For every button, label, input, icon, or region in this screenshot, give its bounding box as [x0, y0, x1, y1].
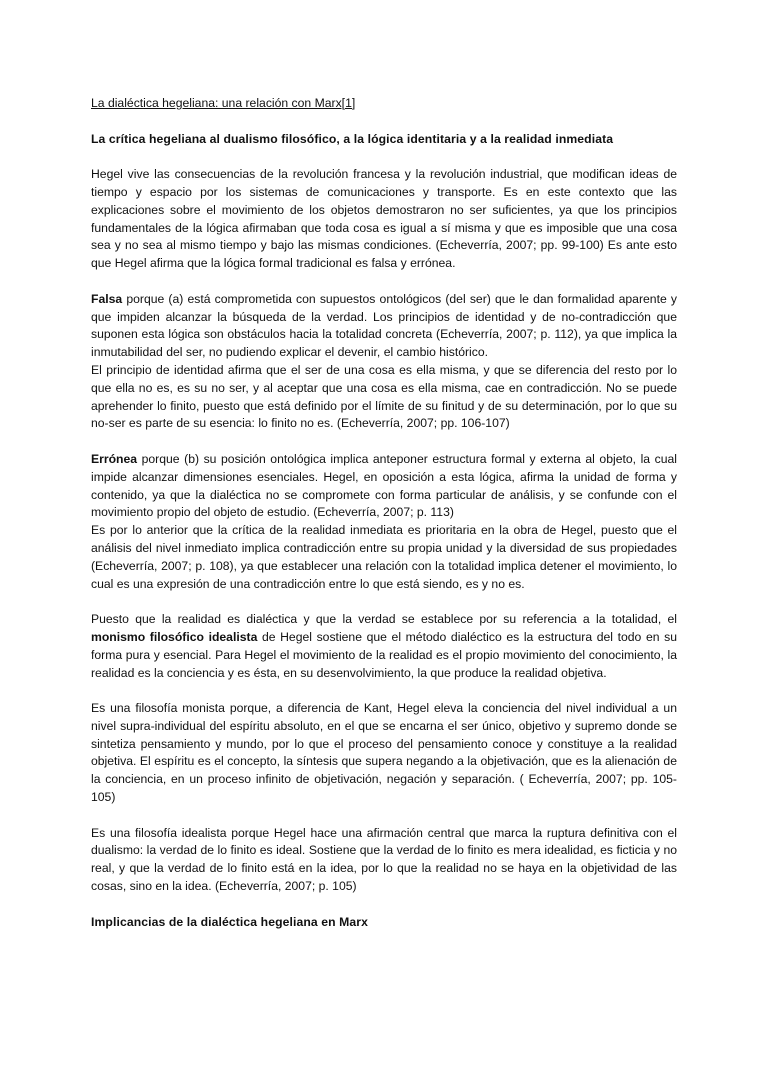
paragraph-falsa-text: porque (a) está comprometida con supuestos ontológicos (del ser) que le dan formalidad aparente y que impiden alcanzar la búsqueda de la verdad. Los principios de identidad y de no-contradicción que suponen esta lógica son obstáculos hacia la totalidad concreta (Echeverría, 2007; p. 112), ya que implica la inmutabilidad del ser, no pudiendo explicar el devenir, el cambio histórico. — [91, 291, 677, 360]
paragraph-context: Hegel vive las consecuencias de la revolución francesa y la revolución industrial, que modifican ideas de tiempo y espacio por los sistemas de comunicaciones y transporte. Es en este contexto que las explicaciones sobre el movimiento de los objetos demostraron no ser suficientes, ya que los principios fundamentales de la lógica afirmaban que toda cosa es igual a sí misma y que es imposible que una cosa sea y no sea al mismo tiempo y bajo las mismas condiciones. (Echeverría, 2007; pp. 99-100) Es ante esto que Hegel afirma que la lógica formal tradicional es falsa y errónea. — [91, 167, 677, 271]
paragraph-realidad-inmediata: Es por lo anterior que la crítica de la realidad inmediata es prioritaria en la obra de Hegel, puesto que el análisis del nivel inmediato implica contradicción entre su propia unidad y la diversidad de sus propiedades (Echeverría, 2007; p. 108), ya que establecer una relación con la totalidad implica detener el movimiento, lo cual es una expresión de una contradicción entre lo que está siendo, es y no es. — [91, 523, 677, 591]
paragraph-monismo-text: de Hegel sostiene que el método dialéctico es la estructura del todo en su forma pura y esencial. Para Hegel el movimiento de la realidad es el propio movimiento del conocimiento, la realidad es la conciencia y es ésta, en su desenvolvimiento, la que produce la realidad objetiva. — [91, 629, 677, 680]
term-monismo-filosofico-idealista: monismo filosófico idealista — [91, 629, 258, 644]
paragraph-filosofia-idealista: Es una filosofía idealista porque Hegel hace una afirmación central que marca la ruptura definitiva con el dualismo: la verdad de lo finito es ideal. Sostiene que la verdad de lo finito es mera idealidad, es ficticia y no real, y que la verdad de lo finito está en la idea, por lo que la realidad no se haya en la objetividad de las cosas, sino en la idea. (Echeverría, 2007; p. 105) — [91, 825, 677, 894]
document-page — [91, 95, 677, 931]
document-title-link[interactable]: La dialéctica hegeliana: una relación con Marx[1] — [91, 96, 356, 110]
paragraph-monismo-start: Puesto que la realidad es dialéctica y que la verdad se establece por su referencia a la totalidad, el — [91, 612, 677, 627]
paragraph-falsa — [91, 291, 677, 362]
paragraph-monismo — [91, 611, 677, 682]
term-erronea: Errónea — [91, 451, 138, 466]
paragraph-erronea-text: porque (b) su posición ontológica implica anteponer estructura formal y externa al objeto, la cual impide alcanzar dimensiones esenciales. Hegel, en oposición a esta lógica, afirma la unidad de forma y contenido, ya que la dialéctica no se compromete con forma particular de análisis, y se confunde con el movimiento propio del objeto de estudio. (Echeverría, 2007; p. 113) — [91, 451, 677, 520]
term-falsa: Falsa — [91, 291, 123, 306]
section-heading-critica: La crítica hegeliana al dualismo filosófico, a la lógica identitaria y a la realidad inmediata — [91, 131, 614, 146]
section-heading-implicancias: Implicancias de la dialéctica hegeliana en Marx — [91, 914, 369, 929]
paragraph-identidad: El principio de identidad afirma que el ser de una cosa es ella misma, y que se diferencia del resto por lo que ella no es, es su no ser, y al aceptar que una cosa es ella misma, cae en contradicción. No se puede aprehender lo finito, puesto que está definido por el límite de su finitud y de su determinación, por lo que su no-ser es parte de su esencia: lo finito no es. (Echeverría, 2007; pp. 106-107) — [91, 362, 677, 431]
paragraph-filosofia-monista: Es una filosofía monista porque, a diferencia de Kant, Hegel eleva la conciencia del nivel individual a un nivel supra-individual del espíritu absoluto, en el que se encarna el ser único, objetivo y supremo donde se sintetiza pensamiento y mundo, por lo que el proceso del pensamiento conoce y constituye a la realidad objetiva. El espíritu es el concepto, la síntesis que supera negando a la objetivación, que es la alienación de la conciencia, en un proceso infinito de objetivación, negación y separación. ( Echeverría, 2007; pp. 105-105) — [91, 701, 677, 805]
paragraph-erronea — [91, 451, 677, 522]
